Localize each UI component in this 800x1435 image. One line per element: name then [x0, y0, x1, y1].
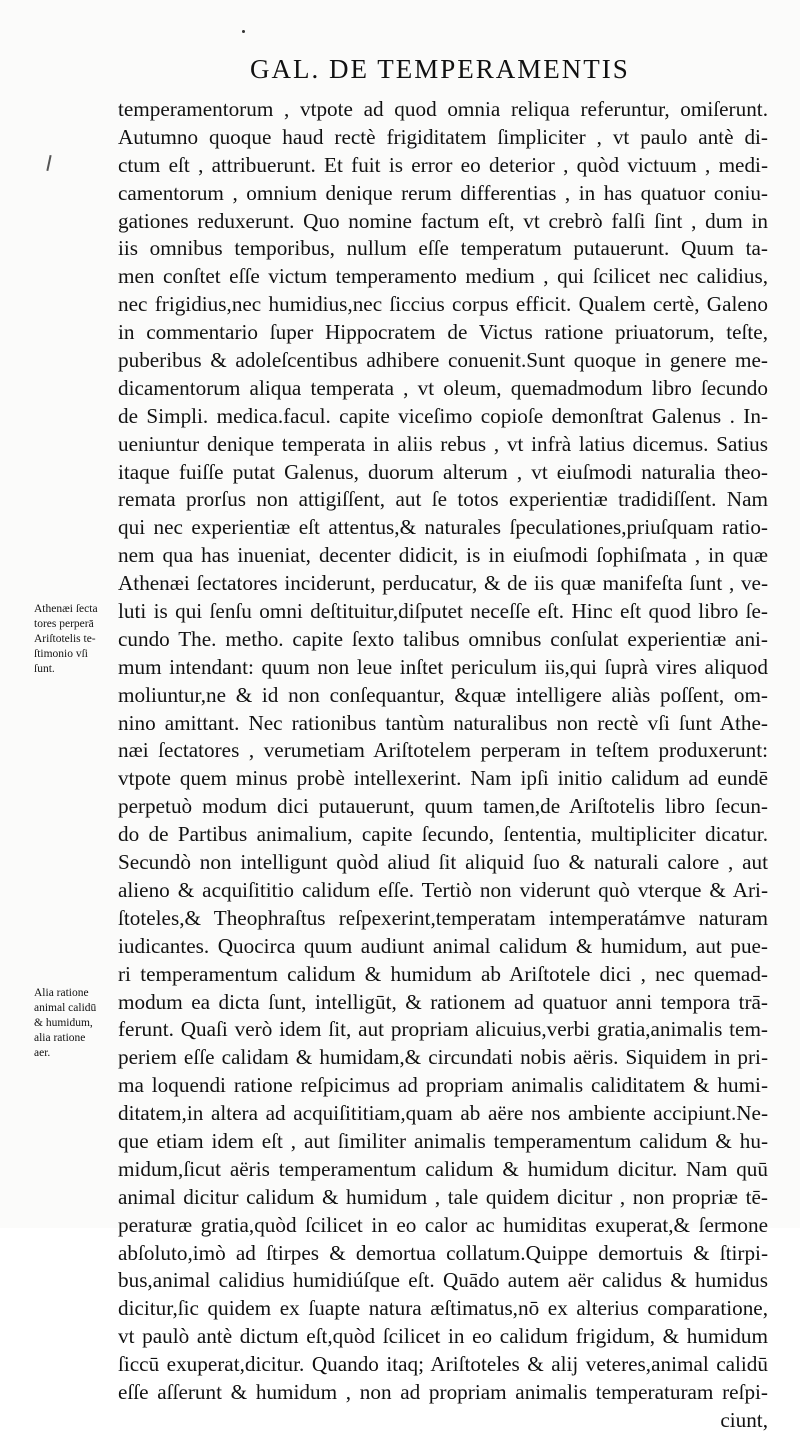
text-line: cundo The. metho. capite ſexto talibus omnibus conſulat experientiæ ani- [118, 626, 768, 651]
text-line: ſiccū exuperat,dicitur. Quando itaq; Ariſtoteles & alij veteres,animal calidū [118, 1352, 768, 1377]
text-line: ueniuntur denique temperata in aliis rebus , vt infrà latius dicemus. Satius [118, 431, 768, 456]
text-line: gationes reduxerunt. Quo nomine factum eſt, vt crebrò falſi ſint , dum in [118, 208, 768, 233]
text-line: Autumno quoque haud rectè frigiditatem ſimpliciter , vt paulo antè di- [118, 124, 768, 149]
page-dot [242, 30, 245, 33]
text-line: de Simpli. medica.facul. capite viceſimo copioſe demonſtrat Galenus . In- [118, 403, 768, 428]
text-line: ma loquendi ratione reſpicimus ad propriam animalis caliditatem & humi- [118, 1073, 768, 1098]
text-line: dicitur,ſic quidem ex ſuapte natura æſtimatus,nō ex alterius comparatione, [118, 1296, 768, 1321]
text-line: bus,animal calidius humidiúſque eſt. Quādo autem aër calidus & humidus [118, 1268, 768, 1293]
text-line: periem eſſe calidam & humidam,& circundati nobis aëris. Siquidem in pri- [118, 1045, 768, 1070]
text-line: ferunt. Quaſi verò idem ſit, aut propriam alicuius,verbi gratia,animalis tem- [118, 1017, 768, 1042]
text-line: Secundò non intelligunt quòd aliud ſit aliquid ſuo & naturali calore , aut [118, 850, 768, 875]
text-line: iudicantes. Quocirca quum audiunt animal calidum & humidum, aut pue- [118, 933, 768, 958]
margin-note-line: animal calidū [34, 1002, 97, 1014]
text-line: do de Partibus animalium, capite ſecundo, ſententia, multipliciter dicatur. [118, 822, 768, 847]
text-line: abſoluto,imò ad ſtirpes & demortua collatum.Quippe demortuis & ſtirpi- [118, 1240, 768, 1265]
text-line: men conſtet eſſe victum temperamento medium , qui ſcilicet nec calidius, [118, 264, 768, 289]
text-line: perpetuò modum dici putauerunt, quum tamen,de Ariſtotelis libro ſecun- [118, 794, 768, 819]
text-line: remata prorſus non attigiſſent, aut ſe totos experientiæ tradidiſſent. Nam [118, 487, 768, 512]
text-line: mum intendant: quum non leue inſtet periculum iis,qui ſuprà vires aliquod [118, 654, 768, 679]
body-text [118, 96, 768, 1435]
margin-note-alia-ratione [34, 986, 118, 1061]
text-line: nem qua has inueniat, decenter didicit, is in eiuſmodi ſophiſmata , in quæ [118, 543, 768, 568]
text-line: ſtoteles,& Theophraſtus reſpexerint,temperatam intemperatámve naturam [118, 905, 768, 930]
margin-note-line: ſunt. [34, 663, 55, 675]
margin-note-athenaei [34, 602, 118, 677]
text-line: que etiam idem eſt , aut ſimiliter animalis temperamentum calidum & hu- [118, 1128, 768, 1153]
text-line: animal dicitur calidum & humidum , tale quidem dicitur , non propriæ tē- [118, 1184, 768, 1209]
marginal-mark [46, 155, 51, 171]
text-line: Athenæi ſectatores inciderunt, perducatur, & de iis quæ manifeſta ſunt , ve- [118, 571, 768, 596]
text-line: moliuntur,ne & id non conſequantur, &quæ intelligere aliàs poſſent, om- [118, 682, 768, 707]
text-line: in commentario ſuper Hippocratem de Victus ratione priuatorum, teſte, [118, 320, 768, 345]
margin-note-line: tores perperā [34, 618, 94, 630]
text-line: næi ſectatores , verumetiam Ariſtotelem perperam in teſtem produxerunt: [118, 738, 768, 763]
margin-note-line: & humidum, [34, 1017, 93, 1029]
text-line: eſſe aſſerunt & humidum , non ad propriam animalis temperaturam reſpi- [118, 1379, 768, 1404]
text-line: camentorum , omnium denique rerum differentias , in has quatuor coniu- [118, 180, 768, 205]
margin-note-line: Athenæi ſecta [34, 603, 98, 615]
margin-note-line: ſtimonio vſi [34, 648, 88, 660]
text-line: vtpote quem minus probè intellexerint. Nam ipſi initio calidum ad eundē [118, 766, 768, 791]
text-line: temperamentorum , vtpote ad quod omnia reliqua referuntur, omiſerunt. [118, 97, 768, 121]
text-line: dicamentorum aliqua temperata , vt oleum, quemadmodum libro ſecundo [118, 375, 768, 400]
text-line: vt paulò antè dictum eſt,quòd ſcilicet in eo calidum frigidum, & humidum [118, 1324, 768, 1349]
text-line: iis omnibus temporibus, nullum eſſe temperatum putauerunt. Quum ta- [118, 236, 768, 261]
margin-note-line: aer. [34, 1047, 51, 1059]
text-line: midum,ſicut aëris temperamentum calidum & humidum dicitur. Nam quū [118, 1156, 768, 1181]
text-line: modum ea dicta ſunt, intelligūt, & rationem ad quatuor anni tempora trā- [118, 989, 768, 1014]
text-line: nino amittant. Nec rationibus tantùm naturalibus non rectè vſi ſunt Athe- [118, 710, 768, 735]
text-line: puberibus & adoleſcentibus adhibere conuenit.Sunt quoque in genere me- [118, 348, 768, 373]
running-header: GAL. DE TEMPERAMENTIS [250, 54, 630, 84]
text-line: peraturæ gratia,quòd ſcilicet in eo calor ac humiditas exuperat,& ſermone [118, 1212, 768, 1237]
margin-note-line: Alia ratione [34, 987, 89, 999]
text-line: alieno & acquiſititio calidum eſſe. Tertiò non viderunt quò vterque & Ari- [118, 877, 768, 902]
text-line: itaque fuiſſe putat Galenus, duorum alterum , vt eiuſmodi naturalia theo- [118, 459, 768, 484]
text-line: nec frigidius,nec humidius,nec ſiccius corpus efficit. Qualem certè, Galeno [118, 292, 768, 317]
text-line: ciunt, [720, 1407, 768, 1432]
margin-note-line: Ariſtotelis te- [34, 633, 96, 645]
margin-note-line: alia ratione [34, 1032, 86, 1044]
text-line: qui nec experientiæ eſt attentus,& naturales ſpeculationes,priuſquam ratio- [118, 515, 768, 540]
text-line: ditatem,in altera ad acquiſititiam,quam ab aëre nos ambiente accipiunt.Ne- [118, 1101, 768, 1126]
text-line: luti is qui ſenſu omni deſtituitur,diſputet neceſſe eſt. Hinc eſt quod libro ſe- [118, 599, 768, 624]
text-line: ri temperamentum calidum & humidum ab Ariſtotele dici , nec quemad- [118, 961, 768, 986]
text-line: ctum eſt , attribuerunt. Et fuit is error eo deterior , quòd victuum , medi- [118, 152, 768, 177]
